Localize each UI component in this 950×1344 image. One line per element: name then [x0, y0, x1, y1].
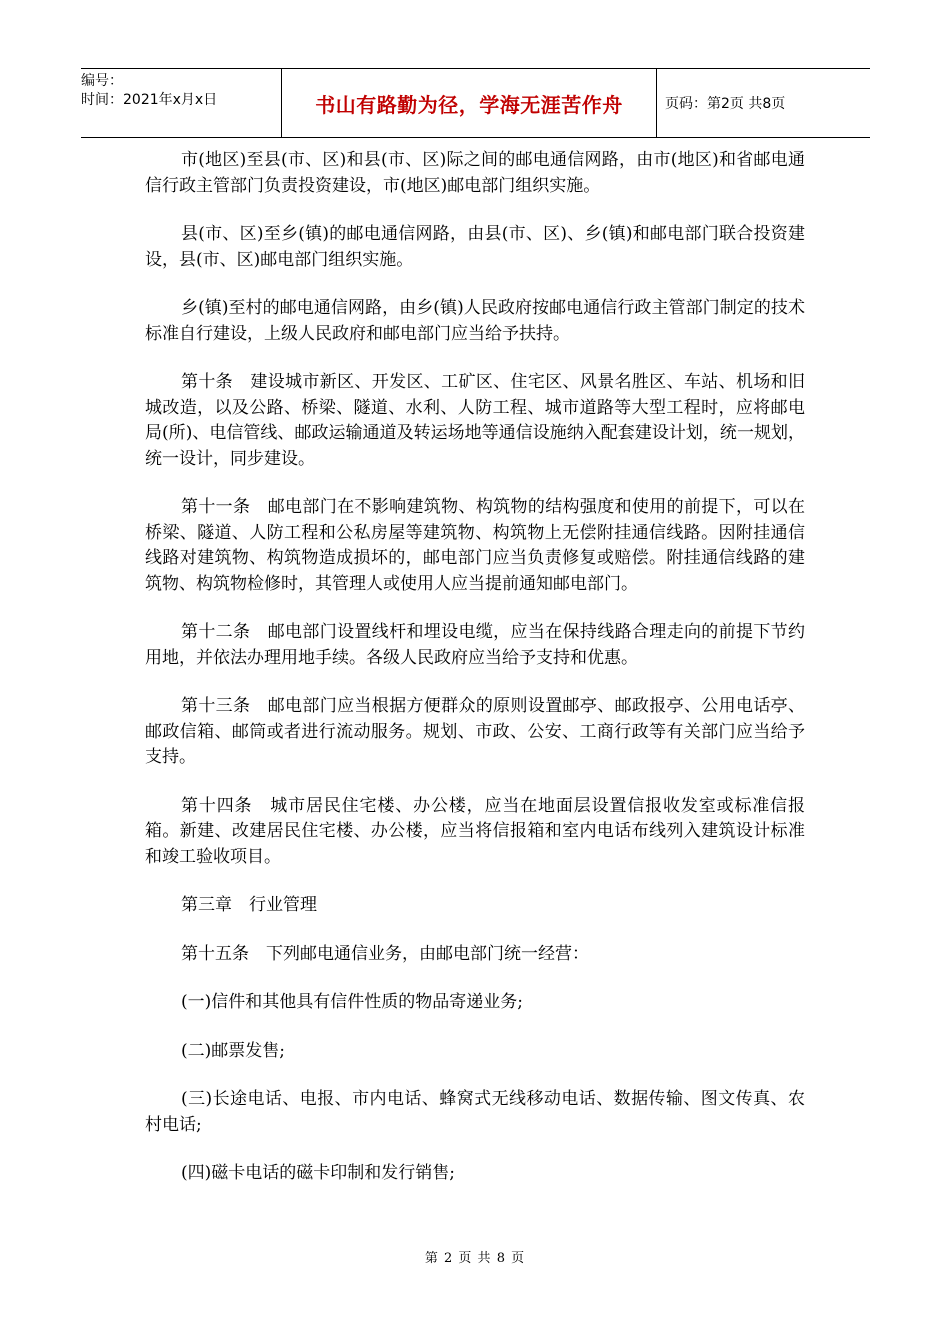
header-motto: 书山有路勤为径，学海无涯苦作舟: [282, 69, 657, 137]
document-body: [145, 148, 805, 1210]
header-page-info: 页码：第2页 共8页: [665, 96, 786, 112]
chapter-heading: 第三章 行业管理: [181, 895, 317, 915]
document-header: [81, 68, 870, 138]
page-footer: 第 2 页 共 8 页: [424, 1251, 526, 1266]
body-paragraph: 乡(镇)至村的邮电通信网路，由乡(镇)人民政府按邮电通信行政主管部门制定的技术标准自行建设，上级人民政府和邮电部门应当给予扶持。: [145, 298, 805, 344]
list-item: (二)邮票发售;: [181, 1040, 285, 1061]
article-11: 第十一条 邮电部门在不影响建筑物、构筑物的结构强度和使用的前提下，可以在桥梁、隧道、人防工程和公私房屋等建筑物、构筑物上无偿附挂通信线路。因附挂通信线路对建筑物、构筑物造成损坏的，邮电部门应当负责修复或赔偿。附挂通信线路的建筑物、构筑物检修时，其管理人或使用人应当提前通知邮电部门。: [145, 497, 805, 594]
article-14: 第十四条 城市居民住宅楼、办公楼，应当在地面层设置信报收发室或标准信报箱。新建、改建居民住宅楼、办公楼，应当将信报箱和室内电话布线列入建筑设计标准和竣工验收项目。: [145, 795, 805, 867]
document-number-label: 编号：: [81, 73, 123, 89]
header-info-cell: [81, 69, 282, 137]
list-item: (四)磁卡电话的磁卡印制和发行销售;: [181, 1163, 455, 1183]
body-paragraph: 市(地区)至县(市、区)和县(市、区)际之间的邮电通信网路，由市(地区)和省邮电通信行政主管部门负责投资建设，市(地区)邮电部门组织实施。: [145, 150, 805, 196]
article-12: 第十二条 邮电部门设置线杆和埋设电缆，应当在保持线路合理走向的前提下节约用地，并依法办理用地手续。各级人民政府应当给予支持和优惠。: [145, 622, 805, 668]
article-10: 第十条 建设城市新区、开发区、工矿区、住宅区、风景名胜区、车站、机场和旧城改造，以及公路、桥梁、隧道、水利、人防工程、城市道路等大型工程时，应将邮电局(所)、电信管线、邮政运输通道及转运场地等通信设施纳入配套建设计划，统一规划，统一设计，同步建设。: [145, 372, 805, 469]
document-time-label: 时间：2021年x月x日: [81, 92, 218, 108]
list-item: (一)信件和其他具有信件性质的物品寄递业务;: [181, 992, 523, 1012]
article-13: 第十三条 邮电部门应当根据方便群众的原则设置邮亭、邮政报亭、公用电话亭、邮政信箱、邮筒或者进行流动服务。规划、市政、公安、工商行政等有关部门应当给予支持。: [145, 696, 805, 767]
article-15: 第十五条 下列邮电通信业务，由邮电部门统一经营：: [181, 943, 589, 964]
body-paragraph: 县(市、区)至乡(镇)的邮电通信网路，由县(市、区)、乡(镇)和邮电部门联合投资建设，县(市、区)邮电部门组织实施。: [145, 224, 805, 270]
list-item: (三)长途电话、电报、市内电话、蜂窝式无线移动电话、数据传输、图文传真、农村电话;: [145, 1089, 805, 1135]
